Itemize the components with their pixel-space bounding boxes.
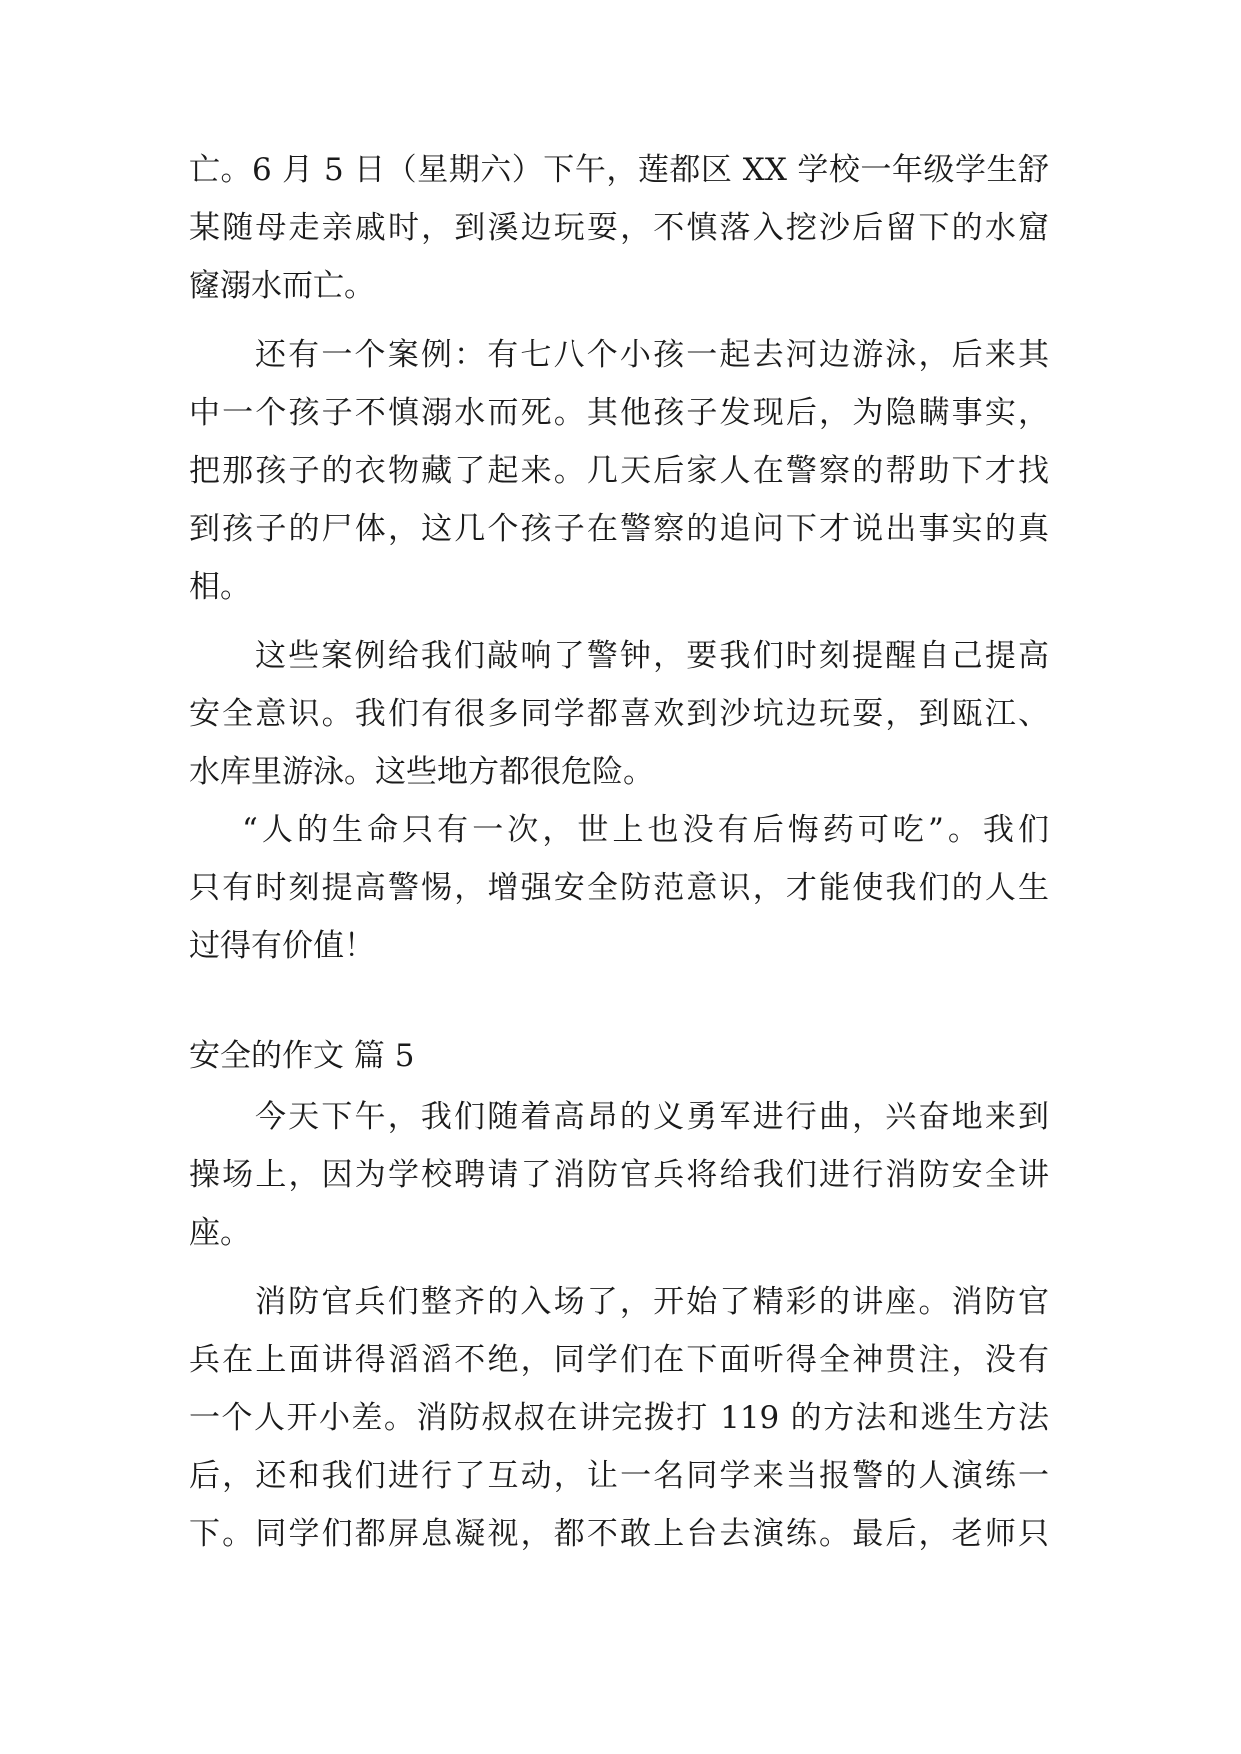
text-line: 消防官兵们整齐的入场了，开始了精彩的讲座。消防官	[255, 1284, 1049, 1320]
text-line: 只有时刻提高警惕，增强安全防范意识，才能使我们的人生	[189, 870, 1049, 906]
text-line: 座。	[189, 1215, 251, 1251]
section-heading: 安全的作文 篇 5	[189, 1038, 415, 1074]
text-line: “人的生命只有一次，世上也没有后悔药可吃”。我们	[242, 812, 1049, 848]
text-line: 相。	[189, 569, 251, 605]
text-line: 过得有价值！	[189, 928, 375, 964]
text-line: 到孩子的尸体，这几个孩子在警察的追问下才说出事实的真	[189, 511, 1049, 547]
text-line: 水库里游泳。这些地方都很危险。	[189, 754, 654, 790]
text-line: 这些案例给我们敲响了警钟，要我们时刻提醒自己提高	[255, 638, 1049, 674]
text-line: 某随母走亲戚时，到溪边玩耍，不慎落入挖沙后留下的水窟	[189, 210, 1049, 246]
text-line: 中一个孩子不慎溺水而死。其他孩子发现后，为隐瞒事实，	[189, 395, 1049, 431]
text-line: 安全意识。我们有很多同学都喜欢到沙坑边玩耍，到瓯江、	[189, 696, 1049, 732]
text-line: 还有一个案例：有七八个小孩一起去河边游泳，后来其	[255, 337, 1049, 373]
text-line: 后，还和我们进行了互动，让一名同学来当报警的人演练一	[189, 1458, 1049, 1494]
text-line: 窿溺水而亡。	[189, 268, 375, 304]
text-line: 把那孩子的衣物藏了起来。几天后家人在警察的帮助下才找	[189, 453, 1049, 489]
text-line: 操场上，因为学校聘请了消防官兵将给我们进行消防安全讲	[189, 1157, 1049, 1193]
text-line: 今天下午，我们随着高昂的义勇军进行曲，兴奋地来到	[255, 1099, 1049, 1135]
text-line: 亡。6 月 5 日（星期六）下午，莲都区 XX 学校一年级学生舒	[189, 152, 1049, 188]
text-line: 一个人开小差。消防叔叔在讲完拨打 119 的方法和逃生方法	[189, 1400, 1049, 1436]
text-line: 兵在上面讲得滔滔不绝，同学们在下面听得全神贯注，没有	[189, 1342, 1049, 1378]
text-line: 下。同学们都屏息凝视，都不敢上台去演练。最后，老师只	[189, 1516, 1049, 1552]
